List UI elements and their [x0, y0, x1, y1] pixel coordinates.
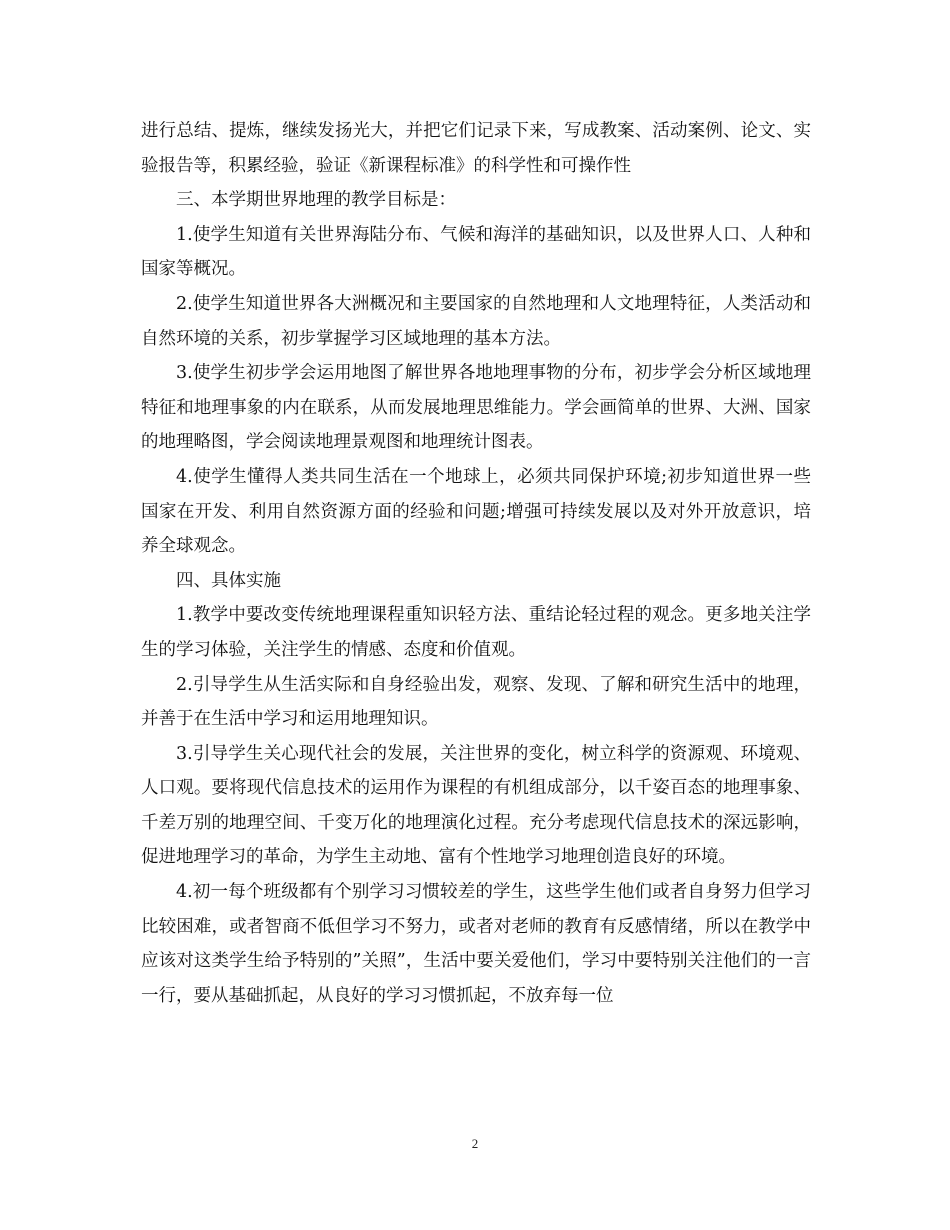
paragraph-continuation: 进行总结、提炼，继续发扬光大，并把它们记录下来，写成教案、活动案例、论文、实验报告等，积累经验，验证《新课程标准》的科学性和可操作性	[141, 121, 811, 176]
section-heading-goals: 三、本学期世界地理的教学目标是：	[176, 190, 456, 211]
body-text	[141, 114, 811, 1013]
goal-item-1: 1.使学生知道有关世界海陆分布、气候和海洋的基础知识，以及世界人口、人种和国家等概况。	[141, 224, 811, 280]
goal-item-3: 3.使学生初步学会运用地图了解世界各地地理事物的分布，初步学会分析区域地理特征和地理事象的内在联系，从而发展地理思维能力。学会画简单的世界、大洲、国家的地理略图，学会阅读地理景观图和地理统计图表。	[141, 363, 811, 453]
implementation-item-2: 2.引导学生从生活实际和自身经验出发，观察、发现、了解和研究生活中的地理，并善于在生活中学习和运用地理知识。	[141, 674, 811, 730]
goal-item-4: 4.使学生懂得人类共同生活在一个地球上，必须共同保护环境;初步知道世界一些国家在开发、利用自然资源方面的经验和问题;增强可持续发展以及对外开放意识，培养全球观念。	[141, 466, 811, 557]
implementation-item-3: 3.引导学生关心现代社会的发展，关注世界的变化，树立科学的资源观、环境观、人口观。要将现代信息技术的运用作为课程的有机组成部分，以千姿百态的地理事象、千差万别的地理空间、千变万化的地理演化过程。充分考虑现代信息技术的深远影响，促进地理学习的革命，为学生主动地、富有个性地学习地理创造良好的环境。	[141, 743, 811, 868]
implementation-item-4: 4.初一每个班级都有个别学习习惯较差的学生，这些学生他们或者自身努力但学习比较困难，或者智商不低但学习不努力，或者对老师的教育有反感情绪，所以在教学中应该对这类学生给予特别的”关照”，生活中要关爱他们，学习中要特别关注他们的一言一行，要从基础抓起，从良好的学习习惯抓起，不放弃每一位	[141, 882, 811, 1006]
section-heading-implementation: 四、具体实施	[176, 570, 281, 591]
implementation-item-1: 1.教学中要改变传统地理课程重知识轻方法、重结论轻过程的观念。更多地关注学生的学习体验，关注学生的情感、态度和价值观。	[141, 605, 811, 660]
goal-item-2: 2.使学生知道世界各大洲概况和主要国家的自然地理和人文地理特征，人类活动和自然环境的关系，初步掌握学习区域地理的基本方法。	[141, 293, 811, 349]
page-number: 2	[471, 1136, 479, 1151]
